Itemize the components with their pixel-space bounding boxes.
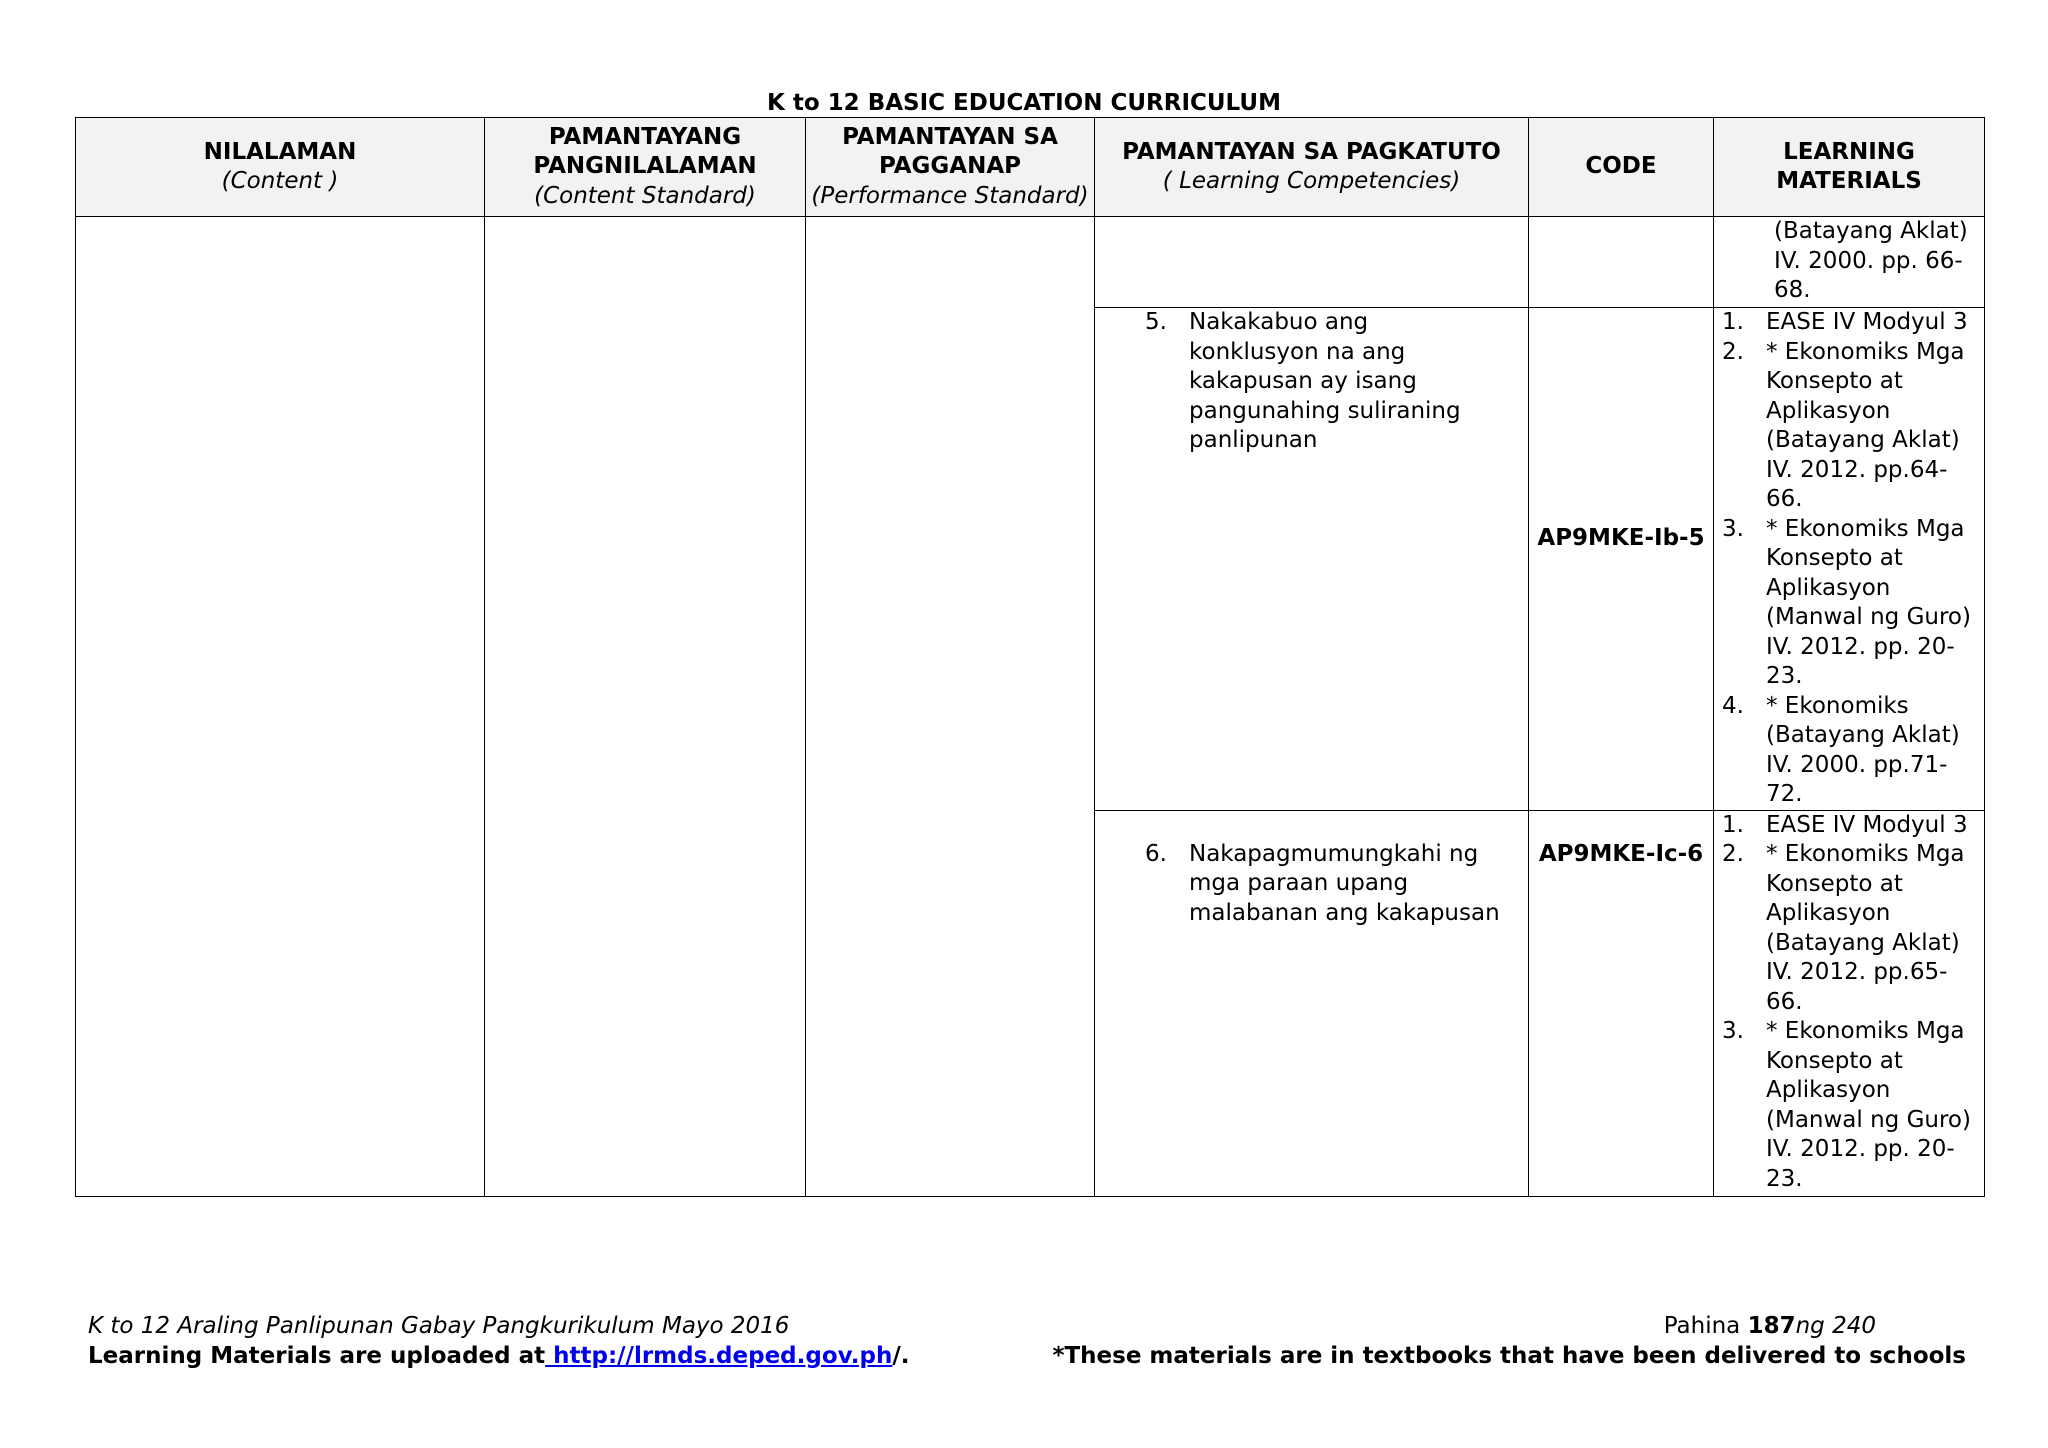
performance-standard-cell — [806, 217, 1095, 1197]
list-item: 3. * Ekonomiks Mga Konsepto at Aplikasyon (Manwal ng Guro) IV. 2012. pp. 20-23. — [1722, 515, 1971, 689]
list-item: 3. * Ekonomiks Mga Konsepto at Aplikasyon (Manwal ng Guro) IV. 2012. pp. 20-23. — [1722, 1018, 1971, 1192]
curriculum-table — [75, 117, 1985, 1197]
code-cell — [1529, 308, 1714, 811]
competency-cell — [1095, 308, 1529, 811]
list-item: 2. * Ekonomiks Mga Konsepto at Aplikasyon (Batayang Aklat) IV. 2012. pp.65-66. — [1722, 841, 1965, 1015]
materials-list — [1722, 811, 1976, 1195]
header-content-standard: PAMANTAYANG PANGNILALAMAN (Content Standard) — [485, 118, 806, 217]
materials-continued-text: (Batayang Aklat) IV. 2000. pp. 66-68. — [1774, 218, 1968, 303]
code-cell-empty — [1529, 217, 1714, 308]
list-item: 1. EASE IV Modyul 3 — [1722, 309, 1968, 335]
materials-cell — [1714, 308, 1985, 811]
header-performance-standard: PAMANTAYAN SA PAGGANAP (Performance Standard) — [806, 118, 1095, 217]
list-item: 4. * Ekonomiks (Batayang Aklat) IV. 2000. pp.71-72. — [1722, 692, 1960, 807]
materials-cell — [1714, 810, 1985, 1196]
list-item: 5. Nakakabuo ang konklusyon na ang kakapusan ay isang pangunahing suliraning panlipunan — [1145, 309, 1461, 453]
competency-text: Nakakabuo ang konklusyon na ang kakapusan ay isang pangunahing suliraning panlipunan — [1189, 309, 1461, 453]
table-header-row — [76, 118, 1985, 217]
content-standard-cell — [485, 217, 806, 1197]
list-item: 2. * Ekonomiks Mga Konsepto at Aplikasyon (Batayang Aklat) IV. 2012. pp.64-66. — [1722, 338, 1965, 512]
lrmds-link[interactable]: http://lrmds.deped.gov.ph — [545, 1343, 893, 1369]
competency-list — [1145, 840, 1500, 929]
content-cell — [76, 217, 485, 1197]
header-learning-materials: LEARNING MATERIALS — [1714, 118, 1985, 217]
upload-notice: Learning Materials are uploaded at http://lrmds.deped.gov.ph/. — [88, 1343, 910, 1369]
document-title: K to 12 BASIC EDUCATION CURRICULUM — [767, 90, 1281, 116]
competency-cell — [1095, 810, 1529, 1196]
footer-left — [88, 1311, 909, 1371]
footer-right — [1052, 1311, 1966, 1371]
materials-cell-continued — [1714, 217, 1985, 308]
list-item: 1. EASE IV Modyul 3 — [1722, 811, 1968, 838]
competency-code: AP9MKE-Ib-5 — [1537, 525, 1705, 551]
header-code: CODE — [1529, 118, 1714, 217]
delivery-note: *These materials are in textbooks that have been delivered to schools — [1052, 1343, 1966, 1369]
competency-cell-empty — [1095, 217, 1529, 308]
competency-list — [1145, 308, 1500, 456]
header-content: NILALAMAN (Content ) — [76, 118, 485, 217]
competency-text: Nakapagmumungkahi ng mga paraan upang malabanan ang kakapusan — [1189, 840, 1500, 926]
competency-code: AP9MKE-Ic-6 — [1538, 840, 1704, 867]
code-cell — [1529, 810, 1714, 1196]
list-item: 6. Nakapagmumungkahi ng mga paraan upang malabanan ang kakapusan — [1145, 840, 1500, 926]
materials-list — [1722, 308, 1976, 810]
guide-title: K to 12 Araling Panlipunan Gabay Pangkurikulum Mayo 2016 — [88, 1313, 790, 1339]
page-number: Pahina 187ng 240 — [1663, 1313, 1876, 1339]
table-row-continued — [76, 217, 1985, 308]
header-learning-competencies: PAMANTAYAN SA PAGKATUTO ( Learning Competencies) — [1095, 118, 1529, 217]
